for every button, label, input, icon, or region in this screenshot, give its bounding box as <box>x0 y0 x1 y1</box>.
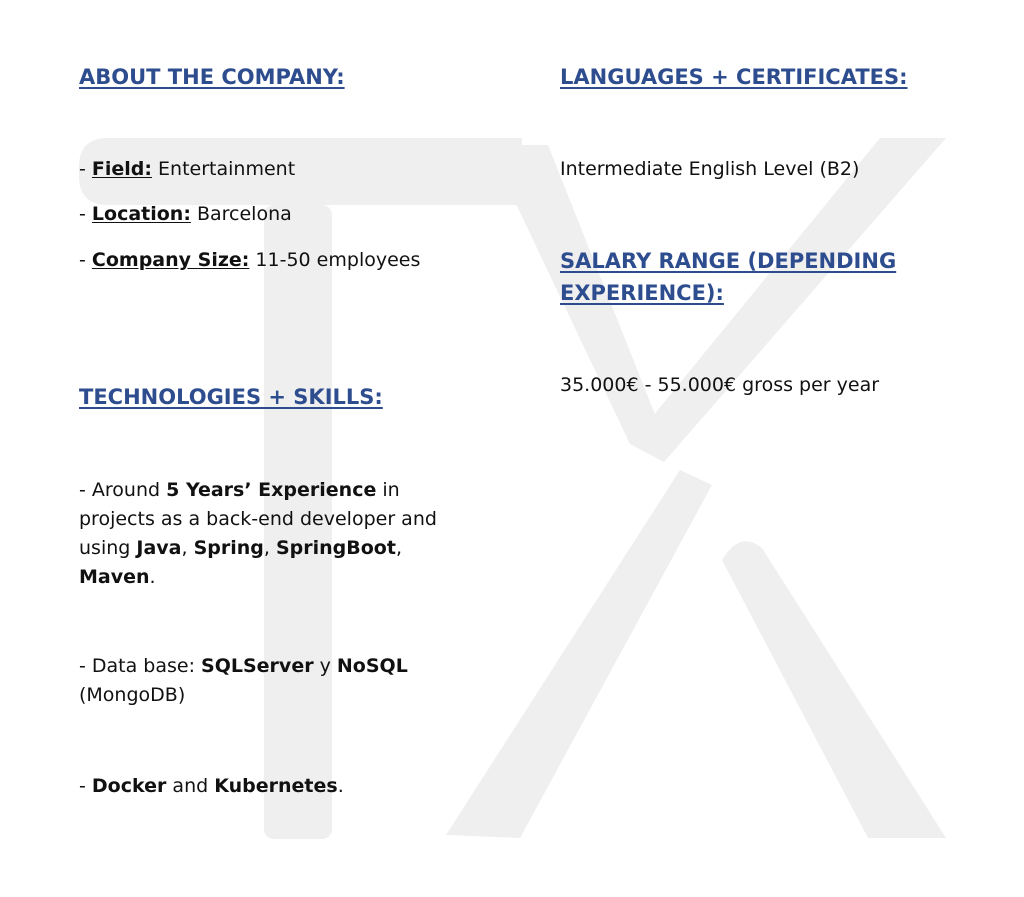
location-value: Barcelona <box>190 203 292 225</box>
technologies-skills-heading: TECHNOLOGIES + SKILLS: <box>79 385 383 409</box>
experience-paragraph: - Around 5 Years’ Experience in projects as a back-end developer and using Java, Spring, SpringBoot, Maven. <box>79 479 437 588</box>
field-value: Entertainment <box>152 158 296 180</box>
english-level-text: Intermediate English Level (B2) <box>560 158 860 180</box>
salary-range-heading: SALARY RANGE (DEPENDING EXPERIENCE): <box>560 249 897 305</box>
location-label: Location: <box>91 203 191 225</box>
field-item: - Field: Entertainment <box>79 158 296 180</box>
containers-paragraph: - Docker and Kubernetes. <box>79 775 344 797</box>
languages-certificates-heading: LANGUAGES + CERTIFICATES: <box>560 65 908 89</box>
company-size-label: Company Size: <box>91 249 250 271</box>
company-size-value: 11-50 employees <box>249 249 421 271</box>
about-company-heading: ABOUT THE COMPANY: <box>79 65 345 89</box>
location-item: - Location: Barcelona <box>79 203 292 225</box>
database-paragraph: - Data base: SQLServer y NoSQL (MongoDB) <box>79 655 408 706</box>
company-size-item: - Company Size: 11-50 employees <box>79 249 421 271</box>
salary-range-text: 35.000€ - 55.000€ gross per year <box>560 374 880 396</box>
field-label: Field: <box>91 158 152 180</box>
